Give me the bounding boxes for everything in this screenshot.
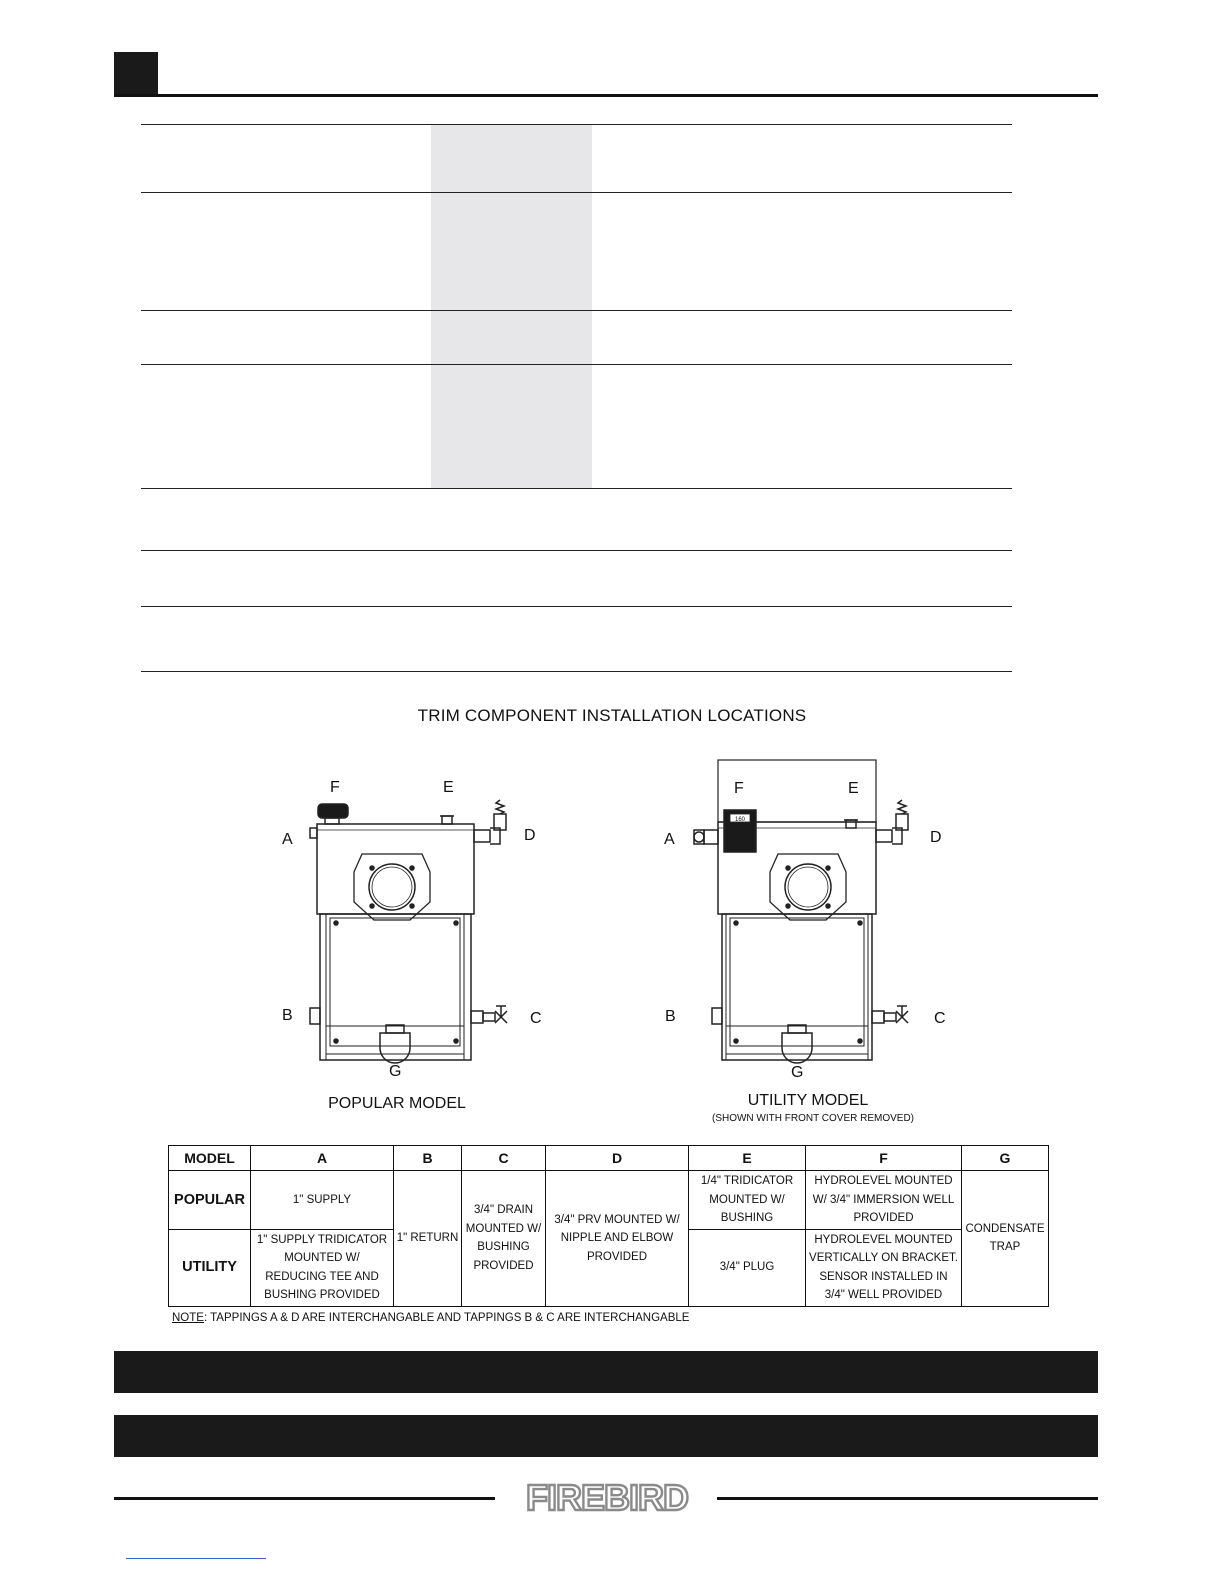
popular-caption: POPULAR MODEL (328, 1095, 466, 1112)
section-bar (114, 1415, 1098, 1457)
table-cell: HYDROLEVEL MOUNTED VERTICALLY ON BRACKET. SENSOR INSTALLED IN 3/4" WELL PROVIDED (806, 1229, 962, 1306)
utility-label-b: B (665, 1008, 676, 1025)
table-header: F (806, 1146, 962, 1171)
utility-label-e: E (848, 780, 859, 797)
note-label: NOTE (172, 1312, 204, 1324)
footer-link-underline[interactable] (126, 1558, 266, 1559)
spec-grid-line (141, 124, 1012, 125)
spec-grid-line (141, 364, 1012, 365)
table-cell: 1" SUPPLY (251, 1171, 394, 1230)
firebird-logo (522, 1472, 692, 1520)
utility-label-a: A (664, 831, 675, 848)
table-note (172, 1312, 689, 1324)
logo-text: FIREBIRD (526, 1477, 688, 1518)
spec-grid-line (141, 671, 1012, 672)
popular-label-f: F (330, 779, 340, 796)
table-header-row (169, 1146, 1049, 1171)
table-cell: 1" SUPPLY TRIDICATOR MOUNTED W/ REDUCING TEE AND BUSHING PROVIDED (251, 1229, 394, 1306)
table-header: B (394, 1146, 462, 1171)
table-cell: 1/4" TRIDICATOR MOUNTED W/ BUSHING (689, 1171, 806, 1230)
table-cell: 3/4" PLUG (689, 1229, 806, 1306)
popular-label-g: G (389, 1063, 402, 1080)
table-header: MODEL (169, 1146, 251, 1171)
diagram-title: TRIM COMPONENT INSTALLATION LOCATIONS (417, 706, 807, 725)
hydrolevel-display: 160 (734, 817, 746, 823)
footer-rule-right (717, 1497, 1098, 1500)
utility-label-g: G (791, 1064, 804, 1081)
utility-model-drawing (660, 758, 960, 1090)
spec-grid-line (141, 192, 1012, 193)
section-bar (114, 1351, 1098, 1393)
popular-label-c: C (530, 1010, 542, 1027)
table-cell: 1" RETURN (394, 1171, 462, 1307)
utility-label-c: C (934, 1010, 946, 1027)
popular-label-d: D (524, 827, 536, 844)
popular-label-b: B (282, 1007, 293, 1024)
spec-grid-line (141, 310, 1012, 311)
spec-grid-line (141, 550, 1012, 551)
header-rule (114, 94, 1098, 97)
utility-subcaption: (SHOWN WITH FRONT COVER REMOVED) (711, 1113, 915, 1124)
table-header: A (251, 1146, 394, 1171)
table-cell: 3/4" DRAIN MOUNTED W/ BUSHING PROVIDED (462, 1171, 546, 1307)
popular-label-a: A (282, 831, 293, 848)
model-cell: POPULAR (169, 1171, 251, 1230)
table-cell: CONDENSATE TRAP (962, 1171, 1049, 1307)
popular-label-e: E (443, 779, 454, 796)
table-header: C (462, 1146, 546, 1171)
note-text: : TAPPINGS A & D ARE INTERCHANGABLE AND TAPPINGS B & C ARE INTERCHANGABLE (203, 1312, 690, 1324)
utility-label-d: D (930, 829, 942, 846)
popular-model-drawing (270, 770, 560, 1090)
table-cell: HYDROLEVEL MOUNTED W/ 3/4" IMMERSION WELL PROVIDED (806, 1171, 962, 1230)
spec-grid-line (141, 606, 1012, 607)
table-row (169, 1171, 1049, 1230)
section-marker (114, 52, 158, 96)
spec-grid-shaded-column (431, 125, 592, 488)
utility-caption: UTILITY MODEL (747, 1092, 869, 1109)
model-cell: UTILITY (169, 1229, 251, 1306)
utility-label-f: F (734, 780, 744, 797)
table-header: E (689, 1146, 806, 1171)
spec-grid-line (141, 488, 1012, 489)
table-header: D (546, 1146, 689, 1171)
table-header: G (962, 1146, 1049, 1171)
table-cell: 3/4" PRV MOUNTED W/ NIPPLE AND ELBOW PROVIDED (546, 1171, 689, 1307)
trim-table (168, 1145, 1049, 1307)
footer-rule-left (114, 1497, 495, 1500)
